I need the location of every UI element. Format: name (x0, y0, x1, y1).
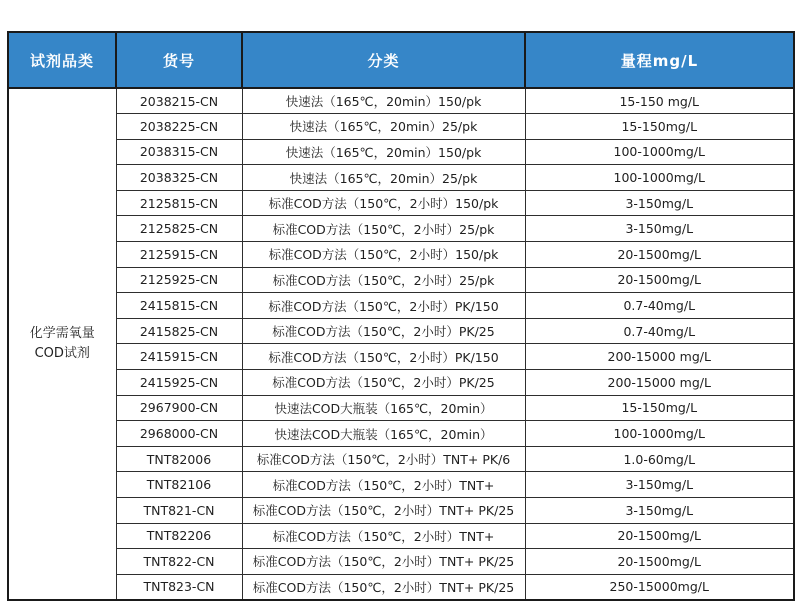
range-cell: 15-150mg/L (525, 114, 794, 140)
table-row (8, 549, 794, 575)
classification-cell: 快速法（165℃，20min）25/pk (242, 165, 525, 191)
classification-cell: 标准COD方法（150℃，2小时）TNT+ PK/25 (242, 549, 525, 575)
table-row (8, 318, 794, 344)
classification-cell: 标准COD方法（150℃，2小时）TNT+ (242, 472, 525, 498)
item-number-cell: 2967900-CN (116, 395, 242, 421)
table-row (8, 472, 794, 498)
range-cell: 1.0-60mg/L (525, 446, 794, 472)
item-number-cell: TNT823-CN (116, 574, 242, 600)
classification-cell: 快速法（165℃，20min）150/pk (242, 88, 525, 114)
classification-cell: 快速法COD大瓶装（165℃，20min） (242, 421, 525, 447)
range-cell: 200-15000 mg/L (525, 344, 794, 370)
table-row (8, 344, 794, 370)
classification-cell: 标准COD方法（150℃，2小时）TNT+ PK/6 (242, 446, 525, 472)
table-body (8, 88, 794, 600)
item-number-cell: TNT82206 (116, 523, 242, 549)
category-cell-line1: 化学需氧量 (29, 325, 95, 341)
table-row (8, 190, 794, 216)
classification-cell: 标准COD方法（150℃，2小时）PK/150 (242, 293, 525, 319)
range-cell: 20-1500mg/L (525, 242, 794, 268)
item-number-cell: 2415925-CN (116, 370, 242, 396)
classification-cell: 标准COD方法（150℃，2小时）150/pk (242, 242, 525, 268)
table-row (8, 421, 794, 447)
classification-cell: 标准COD方法（150℃，2小时）TNT+ PK/25 (242, 574, 525, 600)
table-row (8, 523, 794, 549)
range-cell: 200-15000 mg/L (525, 370, 794, 396)
item-number-cell: 2038215-CN (116, 88, 242, 114)
classification-cell: 标准COD方法（150℃，2小时）25/pk (242, 267, 525, 293)
range-cell: 100-1000mg/L (525, 139, 794, 165)
range-cell: 0.7-40mg/L (525, 293, 794, 319)
range-cell: 100-1000mg/L (525, 165, 794, 191)
table-row (8, 293, 794, 319)
classification-cell: 标准COD方法（150℃，2小时）TNT+ PK/25 (242, 498, 525, 524)
header-cell-classification: 分类 (242, 32, 525, 88)
item-number-cell: 2125815-CN (116, 190, 242, 216)
range-cell: 20-1500mg/L (525, 523, 794, 549)
header-cell-reagent-category: 试剂品类 (8, 32, 116, 88)
item-number-cell: 2968000-CN (116, 421, 242, 447)
classification-cell: 快速法COD大瓶装（165℃，20min） (242, 395, 525, 421)
cod-reagent-table (7, 31, 795, 601)
table-row (8, 114, 794, 140)
table-header-row (8, 32, 794, 88)
item-number-cell: 2125925-CN (116, 267, 242, 293)
range-cell: 15-150 mg/L (525, 88, 794, 114)
range-cell: 3-150mg/L (525, 472, 794, 498)
item-number-cell: 2038315-CN (116, 139, 242, 165)
range-cell: 0.7-40mg/L (525, 318, 794, 344)
item-number-cell: TNT822-CN (116, 549, 242, 575)
item-number-cell: TNT82106 (116, 472, 242, 498)
range-cell: 3-150mg/L (525, 498, 794, 524)
item-number-cell: 2125825-CN (116, 216, 242, 242)
table-row (8, 165, 794, 191)
range-cell: 20-1500mg/L (525, 267, 794, 293)
category-cell-line2: COD试剂 (34, 345, 90, 361)
table-row (8, 370, 794, 396)
range-cell: 100-1000mg/L (525, 421, 794, 447)
item-number-cell: TNT821-CN (116, 498, 242, 524)
classification-cell: 标准COD方法（150℃，2小时）150/pk (242, 190, 525, 216)
item-number-cell: TNT82006 (116, 446, 242, 472)
classification-cell: 标准COD方法（150℃，2小时）TNT+ (242, 523, 525, 549)
table-row (8, 395, 794, 421)
range-cell: 3-150mg/L (525, 216, 794, 242)
table-row (8, 446, 794, 472)
item-number-cell: 2125915-CN (116, 242, 242, 268)
range-cell: 250-15000mg/L (525, 574, 794, 600)
table-row (8, 139, 794, 165)
range-cell: 15-150mg/L (525, 395, 794, 421)
classification-cell: 标准COD方法（150℃，2小时）PK/150 (242, 344, 525, 370)
table-row (8, 216, 794, 242)
classification-cell: 标准COD方法（150℃，2小时）PK/25 (242, 370, 525, 396)
range-cell: 20-1500mg/L (525, 549, 794, 575)
item-number-cell: 2415915-CN (116, 344, 242, 370)
item-number-cell: 2038325-CN (116, 165, 242, 191)
table-row (8, 574, 794, 600)
classification-cell: 标准COD方法（150℃，2小时）25/pk (242, 216, 525, 242)
item-number-cell: 2415815-CN (116, 293, 242, 319)
range-cell: 3-150mg/L (525, 190, 794, 216)
classification-cell: 快速法（165℃，20min）25/pk (242, 114, 525, 140)
table-row (8, 267, 794, 293)
item-number-cell: 2038225-CN (116, 114, 242, 140)
header-cell-range: 量程mg/L (525, 32, 794, 88)
table-row (8, 88, 794, 114)
table-row (8, 498, 794, 524)
classification-cell: 快速法（165℃，20min）150/pk (242, 139, 525, 165)
category-cell (8, 88, 116, 600)
classification-cell: 标准COD方法（150℃，2小时）PK/25 (242, 318, 525, 344)
table-row (8, 242, 794, 268)
item-number-cell: 2415825-CN (116, 318, 242, 344)
header-cell-item-number: 货号 (116, 32, 242, 88)
